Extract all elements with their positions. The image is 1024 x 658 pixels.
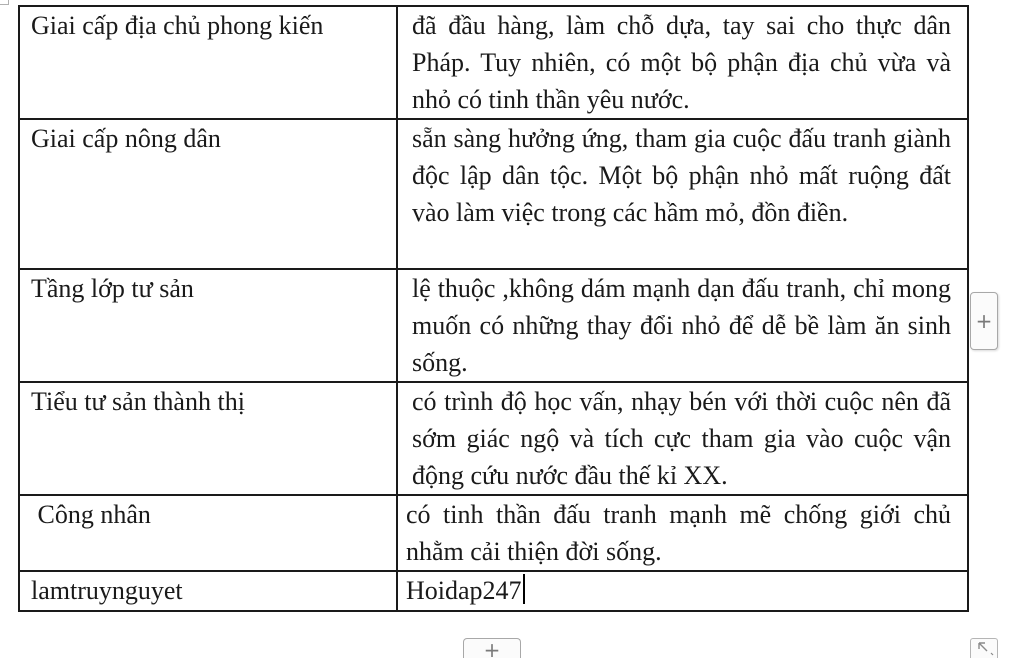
table-row	[19, 6, 968, 119]
table-cell-description[interactable]	[397, 6, 968, 119]
row-label: Giai cấp địa chủ phong kiến	[31, 11, 324, 40]
social-classes-table[interactable]	[18, 5, 969, 612]
table-resize-handle[interactable]	[970, 638, 998, 658]
table-cell-description[interactable]	[397, 495, 968, 571]
table-cell-label[interactable]	[19, 119, 397, 269]
row-description: có trình độ học vấn, nhạy bén với thời cuộc nên đã sớm giác ngộ và tích cực tham gia vào cuộc vận động cứu nước đầu thế kỉ XX.	[412, 387, 951, 490]
table-cell-label[interactable]	[19, 269, 397, 382]
table-cell-label[interactable]	[19, 571, 397, 611]
table-cell-description[interactable]	[397, 571, 968, 611]
table-cell-label[interactable]	[19, 382, 397, 495]
row-description: sẵn sàng hưởng ứng, tham gia cuộc đấu tranh giành độc lập dân tộc. Một bộ phận nhỏ mất ruộng đất vào làm việc trong các hầm mỏ, đồn điền.	[412, 124, 951, 227]
table-cell-label[interactable]	[19, 6, 397, 119]
table-row	[19, 119, 968, 269]
plus-icon: +	[975, 309, 993, 333]
table-row	[19, 495, 968, 571]
row-label: Giai cấp nông dân	[31, 124, 221, 153]
plus-icon: +	[483, 638, 501, 658]
resize-corner-icon	[971, 639, 997, 658]
text-cursor	[523, 574, 525, 604]
table-cell-description[interactable]	[397, 269, 968, 382]
page-corner-mark	[0, 0, 9, 5]
row-label: Tầng lớp tư sản	[31, 274, 194, 303]
row-label: Công nhân	[31, 500, 151, 529]
row-description: đã đầu hàng, làm chỗ dựa, tay sai cho thực dân Pháp. Tuy nhiên, có một bộ phận địa chủ vừa và nhỏ có tinh thần yêu nước.	[412, 11, 951, 114]
table-cell-description[interactable]	[397, 382, 968, 495]
table-cell-description[interactable]	[397, 119, 968, 269]
table-cell-label[interactable]	[19, 495, 397, 571]
add-column-button[interactable]	[970, 292, 998, 350]
row-description: lệ thuộc ,không dám mạnh dạn đấu tranh, chỉ mong muốn có những thay đổi nhỏ để dễ bề làm ăn sinh sống.	[412, 274, 951, 377]
row-label: lamtruynguyet	[31, 576, 183, 605]
table-row	[19, 382, 968, 495]
row-description: có tinh thần đấu tranh mạnh mẽ chống giới chủ nhằm cải thiện đời sống.	[406, 500, 951, 566]
add-row-button[interactable]	[463, 638, 521, 658]
row-description: Hoidap247	[406, 576, 522, 605]
table-row	[19, 571, 968, 611]
row-label: Tiểu tư sản thành thị	[31, 387, 245, 416]
table-row	[19, 269, 968, 382]
